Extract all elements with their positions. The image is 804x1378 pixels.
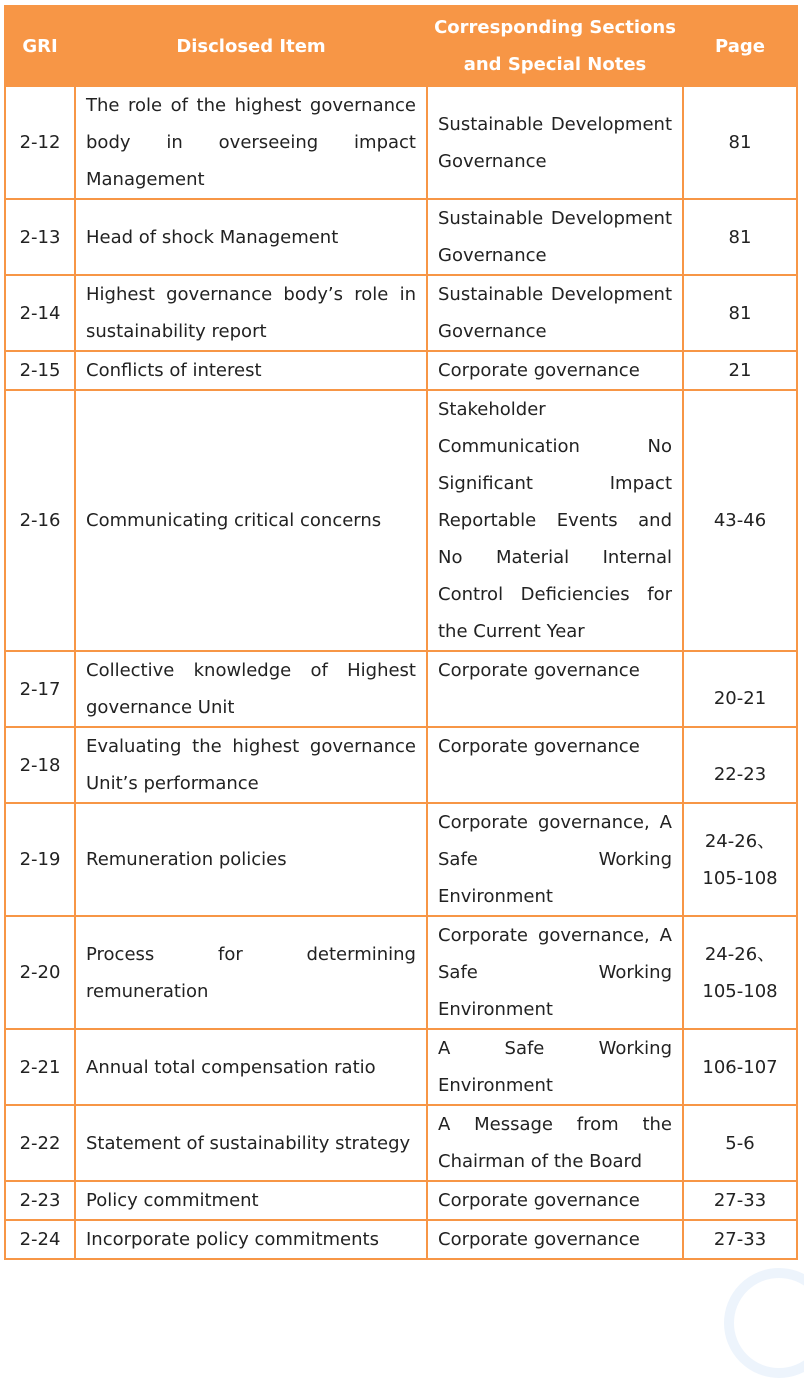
disclosed-item: Communicating critical concerns	[75, 390, 427, 651]
corresponding-section: Corporate governance	[427, 651, 683, 727]
header-page: Page	[683, 6, 797, 86]
corresponding-section: A Message from the Chairman of the Board	[427, 1105, 683, 1181]
table-row	[5, 651, 797, 727]
corresponding-section: Sustainable Development Governance	[427, 275, 683, 351]
page-ref: 24-26、105-108	[683, 916, 797, 1029]
table-row	[5, 1181, 797, 1220]
gri-code: 2-18	[5, 727, 75, 803]
page-ref: 27-33	[683, 1220, 797, 1259]
disclosed-item: Evaluating the highest governance Unit’s performance	[75, 727, 427, 803]
corresponding-section: Stakeholder Communication No Significant Impact Reportable Events and No Material Internal Control Deficiencies for the Current Year	[427, 390, 683, 651]
disclosed-item: Head of shock Management	[75, 199, 427, 275]
table-row	[5, 916, 797, 1029]
corresponding-section: Sustainable Development Governance	[427, 86, 683, 199]
gri-code: 2-15	[5, 351, 75, 390]
gri-code: 2-13	[5, 199, 75, 275]
page-ref: 22-23	[683, 727, 797, 803]
page-ref: 27-33	[683, 1181, 797, 1220]
gri-code: 2-16	[5, 390, 75, 651]
page-ref: 21	[683, 351, 797, 390]
corresponding-section: Corporate governance	[427, 1181, 683, 1220]
page-ref: 43-46	[683, 390, 797, 651]
gri-code: 2-19	[5, 803, 75, 916]
table-header-row	[5, 6, 797, 86]
header-gri: GRI	[5, 6, 75, 86]
table-row	[5, 803, 797, 916]
table-row	[5, 351, 797, 390]
disclosed-item: Annual total compensation ratio	[75, 1029, 427, 1105]
disclosed-item: Highest governance body’s role in sustainability report	[75, 275, 427, 351]
gri-code: 2-12	[5, 86, 75, 199]
disclosed-item: Statement of sustainability strategy	[75, 1105, 427, 1181]
disclosed-item: Process for determining remuneration	[75, 916, 427, 1029]
gri-code: 2-17	[5, 651, 75, 727]
disclosed-item: Conflicts of interest	[75, 351, 427, 390]
table-row	[5, 1105, 797, 1181]
header-disclosed-item: Disclosed Item	[75, 6, 427, 86]
disclosed-item: The role of the highest governance body in overseeing impact Management	[75, 86, 427, 199]
page-ref: 106-107	[683, 1029, 797, 1105]
disclosed-item: Incorporate policy commitments	[75, 1220, 427, 1259]
page-ref: 81	[683, 275, 797, 351]
corresponding-section: Corporate governance	[427, 727, 683, 803]
gri-code: 2-20	[5, 916, 75, 1029]
page-ref: 81	[683, 199, 797, 275]
table-row	[5, 275, 797, 351]
gri-code: 2-14	[5, 275, 75, 351]
table-row	[5, 390, 797, 651]
corner-decoration	[724, 1268, 804, 1378]
gri-code: 2-24	[5, 1220, 75, 1259]
corresponding-section: Corporate governance	[427, 1220, 683, 1259]
gri-index-table	[4, 5, 798, 1260]
page-ref: 81	[683, 86, 797, 199]
disclosed-item: Collective knowledge of Highest governance Unit	[75, 651, 427, 727]
gri-code: 2-21	[5, 1029, 75, 1105]
corresponding-section: Corporate governance, A Safe Working Environment	[427, 916, 683, 1029]
table-row	[5, 727, 797, 803]
table-row	[5, 1029, 797, 1105]
disclosed-item: Remuneration policies	[75, 803, 427, 916]
corresponding-section: Sustainable Development Governance	[427, 199, 683, 275]
table-row	[5, 1220, 797, 1259]
corresponding-section: Corporate governance	[427, 351, 683, 390]
page-ref: 20-21	[683, 651, 797, 727]
page-ref: 24-26、105-108	[683, 803, 797, 916]
corresponding-section: A Safe Working Environment	[427, 1029, 683, 1105]
gri-code: 2-22	[5, 1105, 75, 1181]
page-ref: 5-6	[683, 1105, 797, 1181]
header-corresponding-sections: Corresponding Sections and Special Notes	[427, 6, 683, 86]
table-row	[5, 199, 797, 275]
disclosed-item: Policy commitment	[75, 1181, 427, 1220]
gri-code: 2-23	[5, 1181, 75, 1220]
table-row	[5, 86, 797, 199]
corresponding-section: Corporate governance, A Safe Working Environment	[427, 803, 683, 916]
